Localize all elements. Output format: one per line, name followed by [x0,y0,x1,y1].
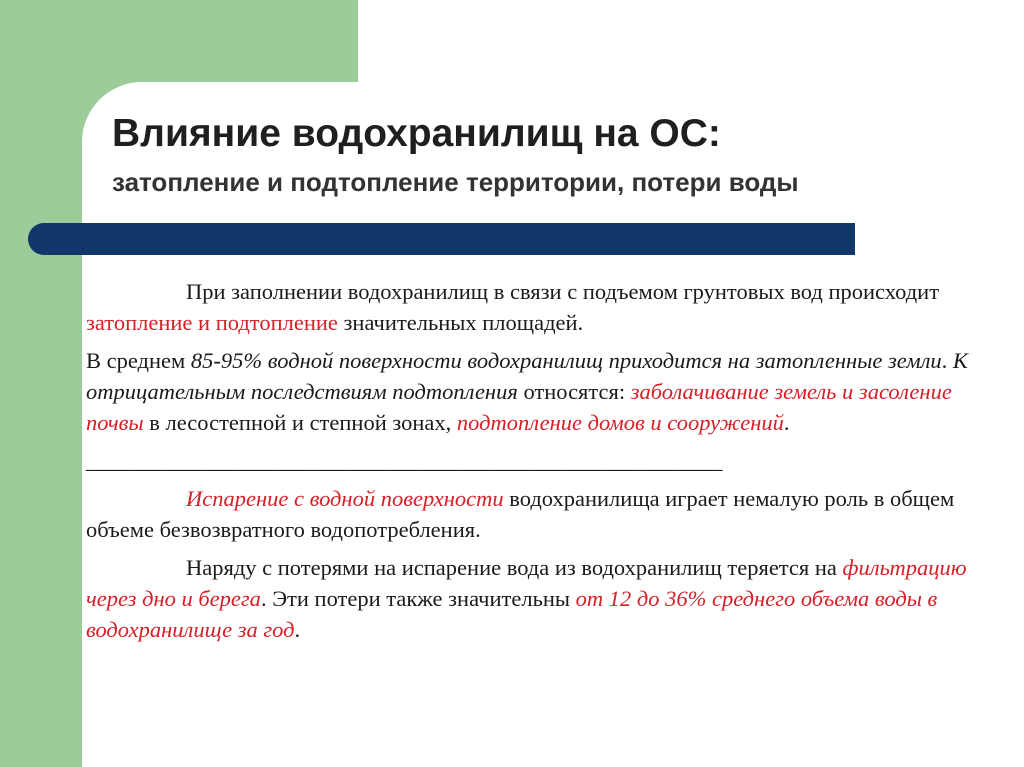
highlight-filtration: фильтрацию через дно и берега [86,555,967,611]
italic-percent: 85-95% водной поверхности водохранилищ приходится на затопленные земли [190,348,942,373]
highlight-swamping: заболачивание земель и засоление почвы [86,379,952,435]
highlight-loss-range: от 12 до 36% среднего объема воды в водохранилище за год [86,586,938,642]
text-run: значительных площадей. [337,310,584,335]
text-run: . [294,617,301,642]
slide-title: Влияние водохранилищ на ОС: [112,112,721,155]
paragraph-average [86,345,1006,438]
separator-line: ______________________________________________________________ [86,448,722,473]
text-run: В среднем [86,348,191,373]
divider-bar [28,223,855,255]
slide-body [86,276,1006,645]
slide-subtitle: затопление и подтопление территории, потери воды [112,167,799,197]
italic-consequences: К отрицательным последствиям подтопления [86,348,968,404]
text-run: . Эти потери также значительны [260,586,576,611]
text-run: . [941,348,953,373]
text-run: в лесостепной и степной зонах, [143,410,457,435]
paragraph-flooding [86,276,1006,338]
highlight-houses: подтопление домов и сооружений [456,410,784,435]
text-run: Наряду с потерями на испарение вода из водохранилищ теряется на [186,555,843,580]
paragraph-filtration [86,552,1006,645]
text-run: . [783,410,790,435]
highlight-evaporation: Испарение с водной поверхности [186,486,504,511]
highlight-flooding: затопление и подтопление [86,310,338,335]
text-run: относятся: [517,379,631,404]
text-run: водохранилища играет немалую роль в общем объеме безвозвратного водопотребления. [86,486,955,542]
text-run: При заполнении водохранилищ в связи с подъемом грунтовых вод происходит [186,279,940,304]
paragraph-evaporation [86,483,1006,545]
